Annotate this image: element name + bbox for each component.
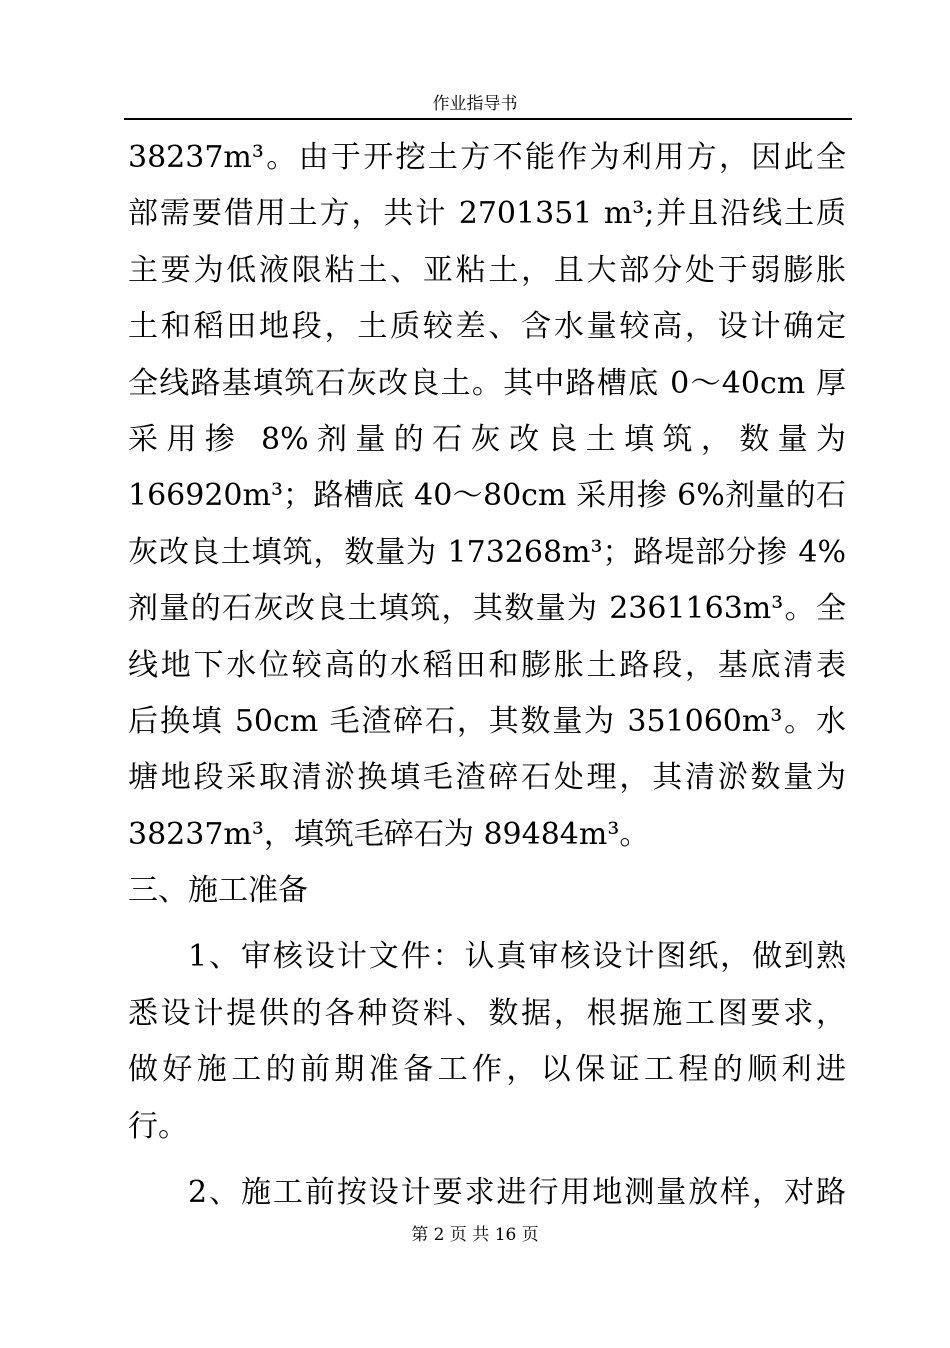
body-line: 采用掺 8%剂量的石灰改良土填筑，数量为 <box>128 421 846 457</box>
body-line: 后换填 50cm 毛渣碎石，其数量为 351060m³。水 <box>128 703 846 739</box>
document-body <box>128 130 846 1221</box>
page-footer-number: 第 2 页 共 16 页 <box>411 1225 539 1245</box>
body-line: 主要为低液限粘土、亚粘土，且大部分处于弱膨胀 <box>128 252 846 288</box>
body-line: 38237m³。由于开挖土方不能作为利用方，因此全 <box>128 140 846 175</box>
body-line: 166920m³；路槽底 40～80cm 采用掺 6%剂量的石 <box>128 478 846 514</box>
body-line: 灰改良土填筑，数量为 173268m³；路堤部分掺 4% <box>128 534 846 570</box>
header-divider <box>124 118 852 120</box>
page-header-title: 作业指导书 <box>432 94 518 114</box>
body-line: 全线路基填筑石灰改良土。其中路槽底 0～40cm 厚 <box>128 365 846 401</box>
item2-line: 2、施工前按设计要求进行用地测量放样，对路 <box>188 1175 846 1211</box>
item1-line: 做好施工的前期准备工作，以保证工程的顺利进 <box>128 1052 846 1088</box>
body-line: 土和稻田地段，土质较差、含水量较高，设计确定 <box>128 309 846 345</box>
section-heading: 三、施工准备 <box>128 873 308 909</box>
body-line: 线地下水位较高的水稻田和膨胀土路段，基底清表 <box>128 647 846 683</box>
body-line: 剂量的石灰改良土填筑，其数量为 2361163m³。全 <box>128 591 846 627</box>
item1-line: 1、审核设计文件：认真审核设计图纸，做到熟 <box>188 939 846 975</box>
body-line: 部需要借用土方，共计 2701351 m³;并且沿线土质 <box>128 196 846 232</box>
body-line: 38237m³，填筑毛碎石为 89484m³。 <box>128 816 650 852</box>
item1-line: 悉设计提供的各种资料、数据，根据施工图要求， <box>128 995 846 1031</box>
body-line: 塘地段采取清淤换填毛渣碎石处理，其清淤数量为 <box>128 760 846 796</box>
item1-line: 行。 <box>128 1108 188 1144</box>
